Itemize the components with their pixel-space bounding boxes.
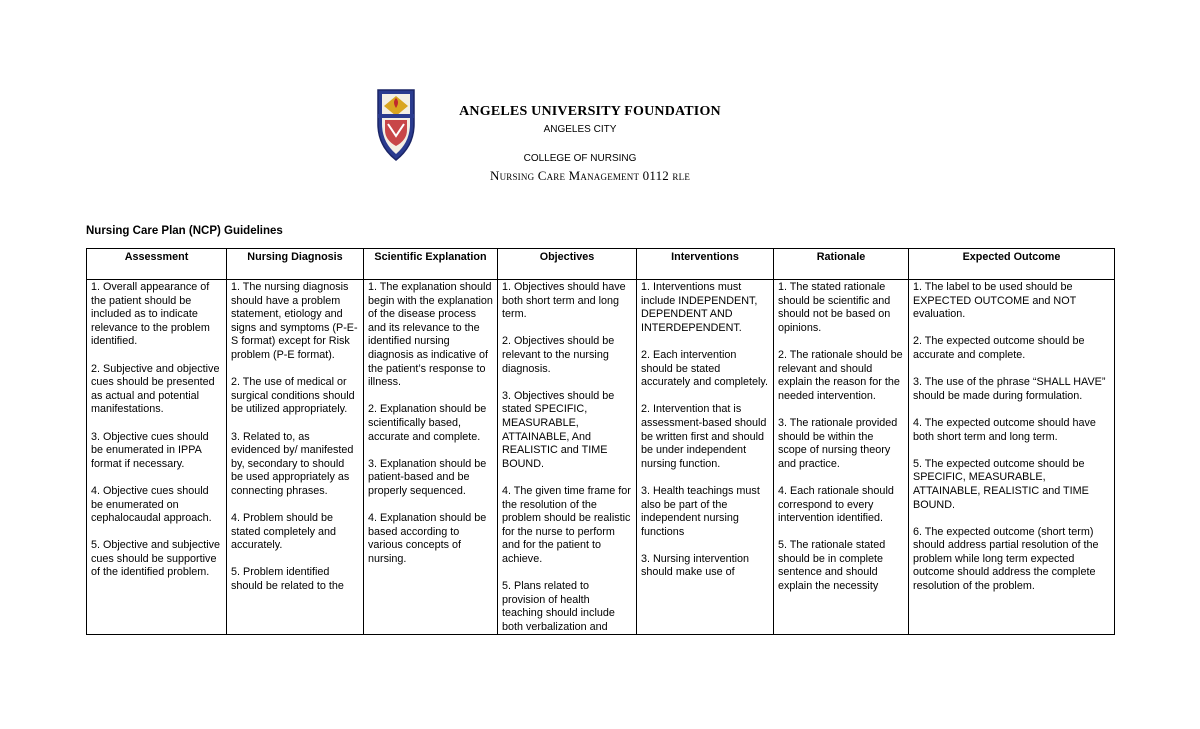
list-item: 5. The rationale stated should be in complete sentence and should explain the necessity bbox=[778, 539, 886, 593]
list-item: 3. Health teachings must also be part of the independent nursing functions bbox=[641, 484, 760, 538]
list-item: 3. Nursing intervention should make use of bbox=[641, 552, 750, 579]
list-item: 5. Problem identified should be related to the bbox=[231, 566, 344, 593]
list-item: 3. The rationale provided should be within the scope of nursing theory and practice. bbox=[778, 416, 898, 470]
rationale-cell bbox=[774, 280, 909, 635]
nursing-diagnosis-cell bbox=[227, 280, 364, 635]
list-item: 4. The given time frame for the resolution of the problem should be realistic for the nurse to perform and for the patient to achieve. bbox=[502, 484, 631, 565]
document-title: Nursing Care Plan (NCP) Guidelines bbox=[86, 225, 283, 237]
list-item: 4. Explanation should be based according to various concepts of nursing. bbox=[368, 512, 487, 565]
table-header-row bbox=[87, 249, 1115, 280]
scientific-explanation-cell bbox=[364, 280, 498, 635]
column-header-rationale: Rationale bbox=[774, 249, 909, 280]
list-item: 1. The stated rationale should be scientific and should not be based on opinions. bbox=[778, 281, 891, 334]
list-item: 1. The nursing diagnosis should have a problem statement, etiology and signs and symptoms (P-E-S format) except for Risk problem (P-E format). bbox=[231, 281, 358, 361]
list-item: 5. Plans related to provision of health teaching should include both verbalization and bbox=[502, 580, 615, 633]
list-item: 2. Explanation should be scientifically based, accurate and complete. bbox=[368, 403, 487, 443]
list-item: 2. Objectives should be relevant to the nursing diagnosis. bbox=[502, 335, 615, 375]
list-item: 3. Objective cues should be enumerated in IPPA format if necessary. bbox=[91, 430, 209, 470]
column-header-nursing-diagnosis: Nursing Diagnosis bbox=[227, 249, 364, 280]
interventions-cell bbox=[637, 280, 774, 635]
list-item: 5. Objective and subjective cues should be supportive of the identified problem. bbox=[91, 539, 221, 579]
university-name: ANGELES UNIVERSITY FOUNDATION bbox=[459, 104, 721, 119]
list-item: 1. Interventions must include INDEPENDENT, DEPENDENT AND INTERDEPENDENT. bbox=[641, 281, 758, 334]
list-item: 5. The expected outcome should be SPECIFIC, MEASURABLE, ATTAINABLE, REALISTIC and TIME BOUND. bbox=[913, 457, 1089, 511]
list-item: 2. The expected outcome should be accurate and complete. bbox=[913, 335, 1085, 361]
list-item: 4. Problem should be stated completely and accurately. bbox=[231, 512, 337, 552]
ncp-guidelines-table bbox=[86, 248, 1115, 635]
objectives-cell bbox=[498, 280, 637, 635]
course-title: Nursing Care Management 0112 rle bbox=[489, 168, 691, 183]
list-item: 4. Each rationale should correspond to every intervention identified. bbox=[778, 484, 894, 525]
list-item: 1. The explanation should begin with the explanation of the disease process and its relevance to the identified nursing diagnosis as indicative of the patient’s response to illness. bbox=[368, 281, 493, 389]
list-item: 3. The use of the phrase “SHALL HAVE” should be made during formulation. bbox=[913, 376, 1106, 402]
column-header-interventions: Interventions bbox=[637, 249, 774, 280]
expected-outcome-cell bbox=[909, 280, 1115, 635]
list-item: 3. Related to, as evidenced by/ manifested by, secondary to should be used appropriately as connecting phrases. bbox=[231, 430, 354, 497]
list-item: 2. Subjective and objective cues should be presented as actual and potential manifestations. bbox=[91, 362, 220, 416]
column-header-objectives: Objectives bbox=[498, 249, 637, 280]
list-item: 3. Objectives should be stated SPECIFIC, MEASURABLE, ATTAINABLE, And REALISTIC and TIME BOUND. bbox=[502, 389, 615, 470]
assessment-cell bbox=[87, 280, 227, 635]
list-item: 4. The expected outcome should have both short term and long term. bbox=[913, 416, 1096, 443]
list-item: 1. Overall appearance of the patient should be included as to indicate relevance to the problem identified. bbox=[91, 281, 210, 348]
university-city: ANGELES CITY bbox=[543, 124, 617, 135]
list-item: 1. Objectives should have both short term and long term. bbox=[502, 281, 626, 321]
list-item: 4. Objective cues should be enumerated on cephalocaudal approach. bbox=[91, 484, 212, 525]
list-item: 2. Each intervention should be stated accurately and completely. bbox=[641, 348, 769, 389]
list-item: 1. The label to be used should be EXPECTED OUTCOME and NOT evaluation. bbox=[913, 281, 1076, 321]
list-item: 2. Intervention that is assessment-based should be written first and should be under independent nursing function. bbox=[641, 403, 767, 470]
list-item: 2. The use of medical or surgical conditions should be utilized appropriately. bbox=[231, 376, 355, 416]
list-item: 2. The rationale should be relevant and should explain the reason for the needed intervention. bbox=[778, 348, 903, 402]
letterhead bbox=[440, 104, 760, 184]
table-row bbox=[87, 280, 1115, 635]
list-item: 6. The expected outcome (short term) should address partial resolution of the problem while long term expected outcome should address the complete resolution of the problem. bbox=[913, 525, 1099, 593]
college-name: COLLEGE OF NURSING bbox=[523, 153, 637, 164]
list-item: 3. Explanation should be patient-based and be properly sequenced. bbox=[368, 457, 487, 497]
column-header-expected-outcome: Expected Outcome bbox=[909, 249, 1115, 280]
university-seal-icon bbox=[372, 84, 420, 162]
column-header-assessment: Assessment bbox=[87, 249, 227, 280]
column-header-scientific-explanation: Scientific Explanation bbox=[364, 249, 498, 280]
